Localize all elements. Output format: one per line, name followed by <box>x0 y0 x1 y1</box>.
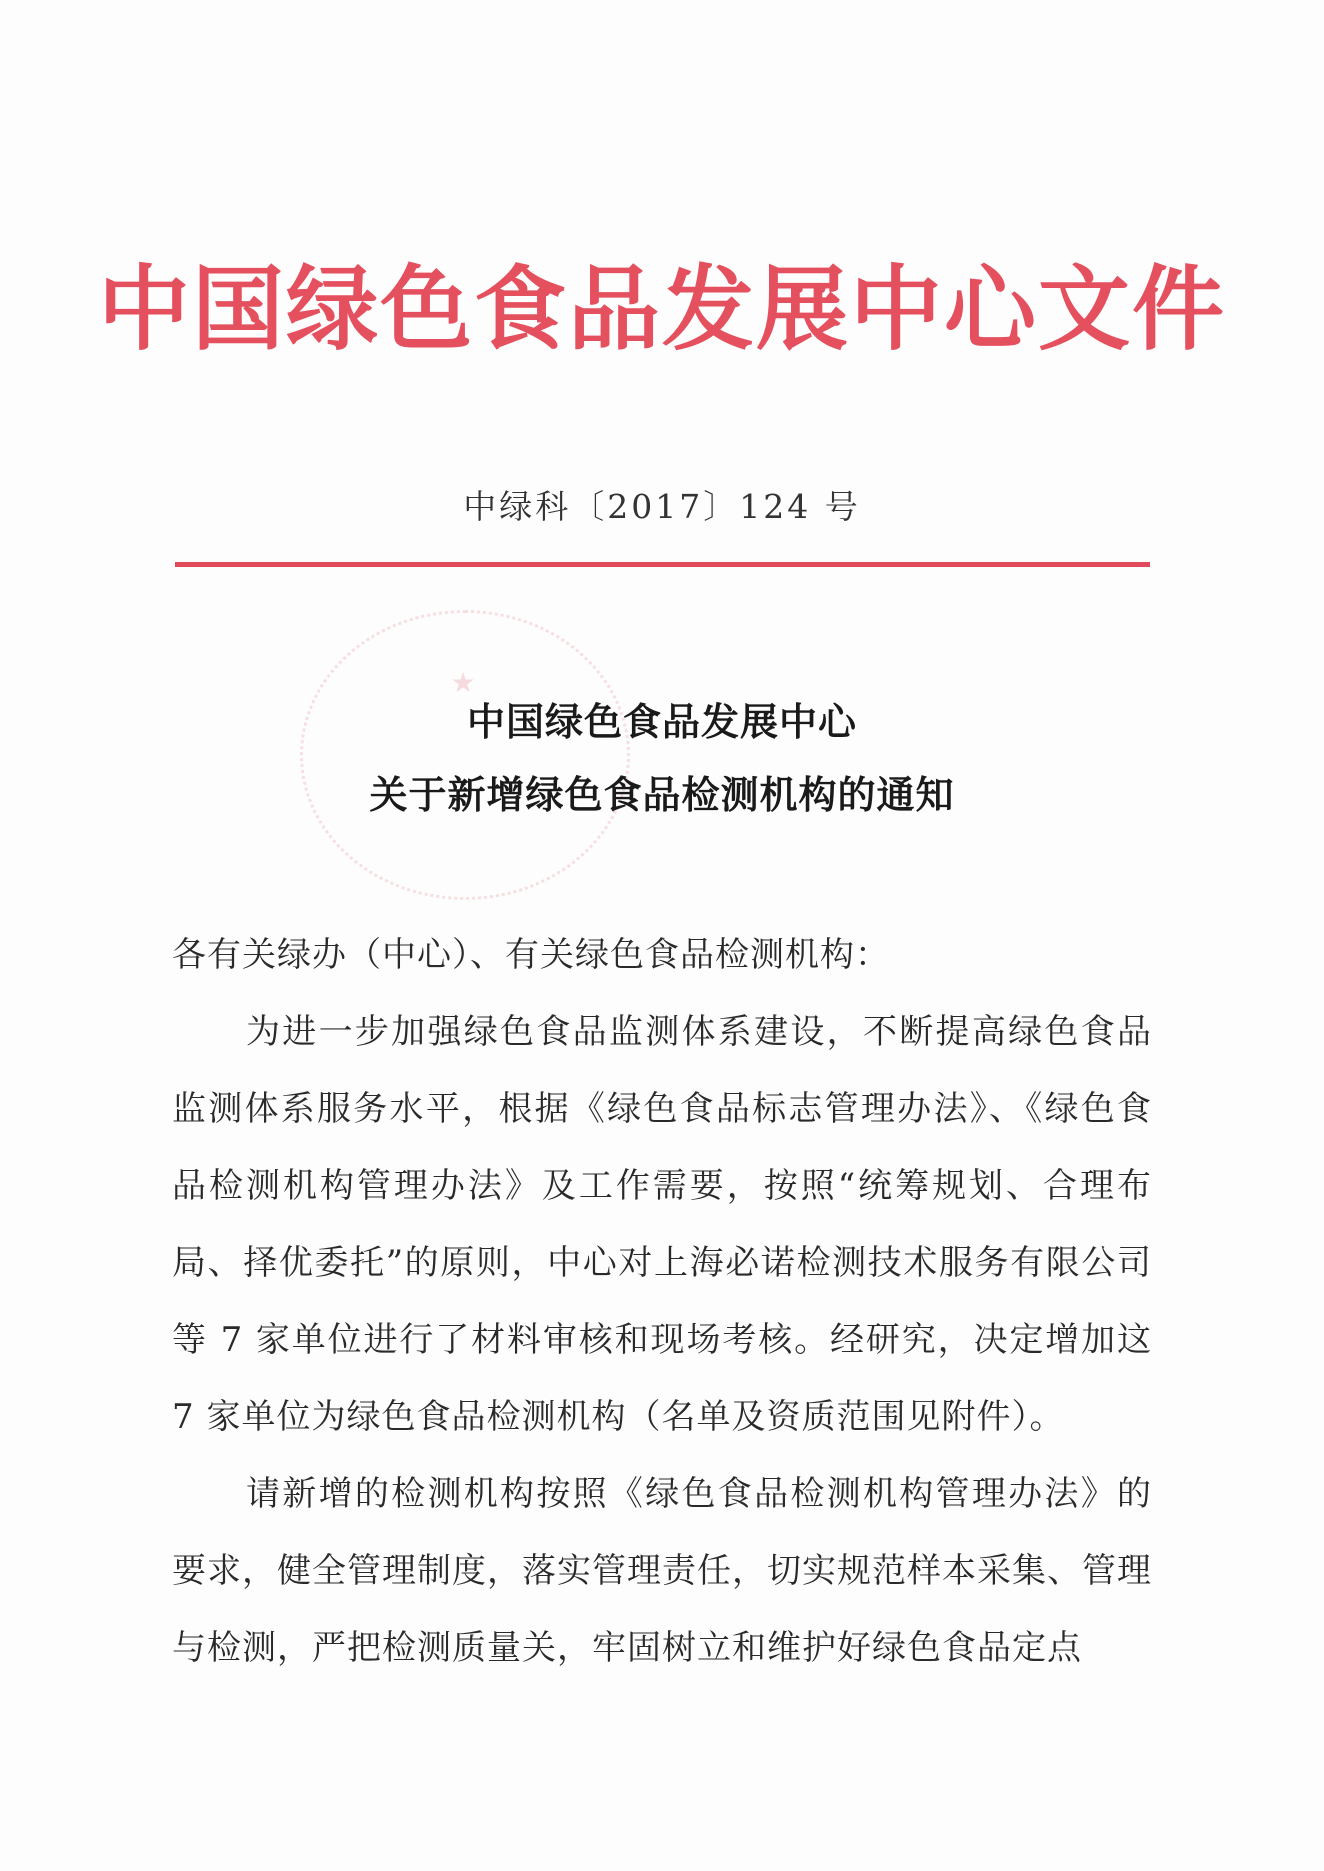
paragraph-1: 为进一步加强绿色食品监测体系建设，不断提高绿色食品监测体系服务水平，根据《绿色食品标志管理办法》、《绿色食品检测机构管理办法》及工作需要，按照“统筹规划、合理布局、择优委托”的原则，中心对上海必诺检测技术服务有限公司等 7 家单位进行了材料审核和现场考核。经研究，决定增加这 7 家单位为绿色食品检测机构（名单及资质范围见附件）。 <box>172 1012 1152 1437</box>
document-number: 中绿科〔2017〕124 号 <box>463 487 861 526</box>
faded-seal-stamp <box>300 610 630 900</box>
notice-title-line1: 中国绿色食品发展中心 <box>466 700 857 744</box>
salutation: 各有关绿办（中心）、有关绿色食品检测机构： <box>172 935 890 975</box>
notice-body <box>172 917 1152 1687</box>
document-red-header: 中国绿色食品发展中心文件 <box>97 256 1226 363</box>
red-separator-line <box>175 562 1150 567</box>
notice-title-line2: 关于新增绿色食品检测机构的通知 <box>369 773 955 817</box>
paragraph-2: 请新增的检测机构按照《绿色食品检测机构管理办法》的要求，健全管理制度，落实管理责任，切实规范样本采集、管理与检测，严把检测质量关，牢固树立和维护好绿色食品定点 <box>172 1474 1152 1668</box>
seal-star-icon: ★ <box>450 666 476 699</box>
